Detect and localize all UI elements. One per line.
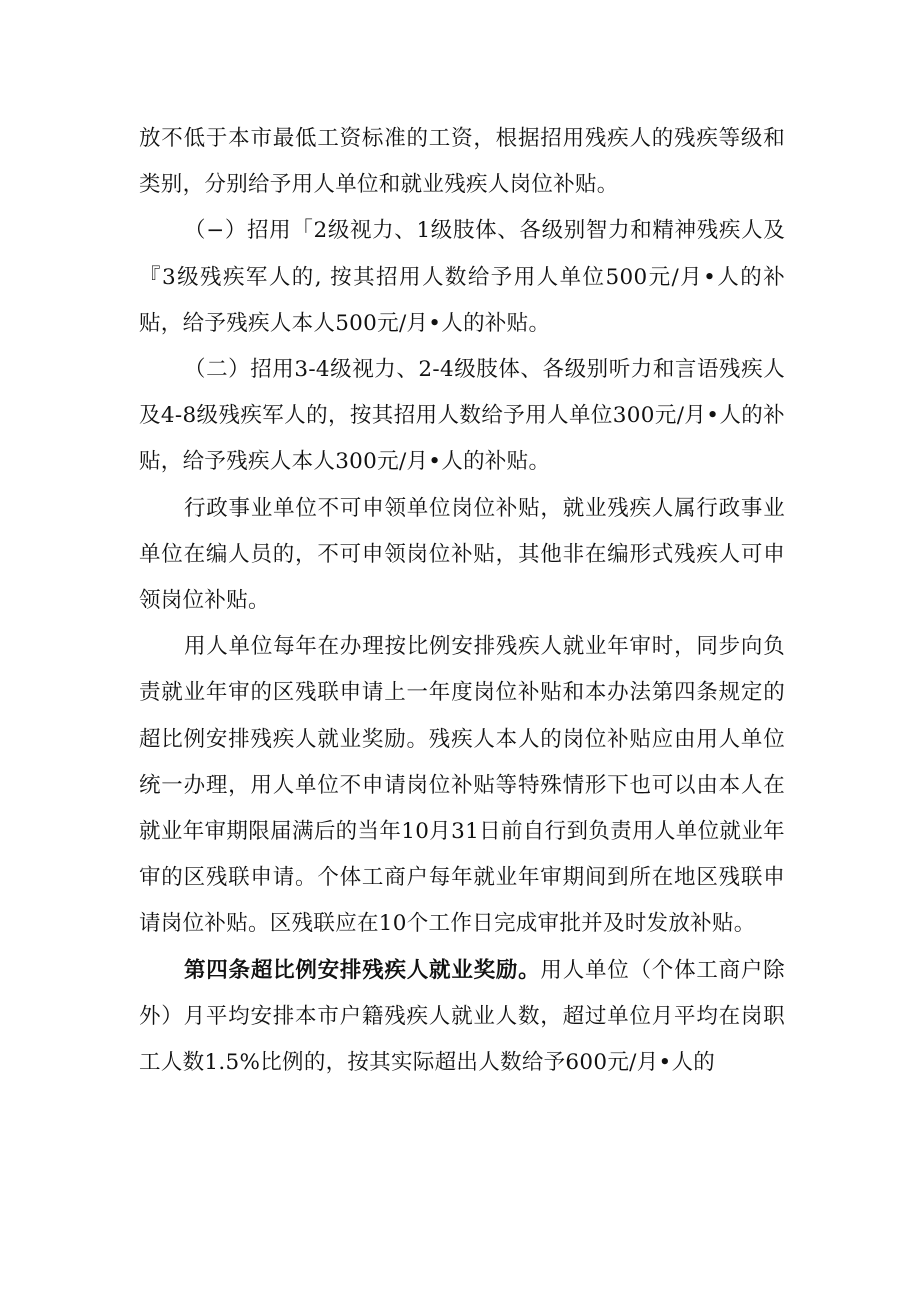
document-body [139,116,785,1086]
paragraph-article-four [139,948,785,1087]
paragraph-admin-units-note: 行政事业单位不可申领单位岗位补贴，就业残疾人属行政事业单位在编人员的，不可申领岗位补贴，其他非在编形式残疾人可申领岗位补贴。 [139,495,785,614]
paragraph-item-one: （−）招用「2级视力、1级肢体、各级别智力和精神残疾人及『3级残疾军人的, 按其招用人数给予用人单位500元/月•人的补贴，给予残疾人本人500元/月•人的补贴。 [139,218,785,336]
article-four-heading: 第四条超比例安排残疾人就业奖励。 [184,957,541,983]
article-four-text: 用人单位（个体工商户除外）月平均安排本市户籍残疾人就业人数，超过单位月平均在岗职工人数1.5%比例的，按其实际超出人数给予600元/月•人的 [139,957,785,1076]
paragraph-item-two: （二）招用3-4级视力、2-4级肢体、各级别听力和言语残疾人及4-8级残疾军人的，按其招用人数给予用人单位300元/月•人的补贴，给予残疾人本人300元/月•人的补贴。 [139,357,785,475]
paragraph-intro-continuation: 放不低于本市最低工资标准的工资，根据招用残疾人的残疾等级和类别，分别给予用人单位和就业残疾人岗位补贴。 [139,126,785,198]
paragraph-application-procedure: 用人单位每年在办理按比例安排残疾人就业年审时，同步向负责就业年审的区残联申请上一年度岗位补贴和本办法第四条规定的超比例安排残疾人就业奖励。残疾人本人的岗位补贴应由用人单位统一办理，用人单位不申请岗位补贴等特殊情形下也可以由本人在就业年审期限届满后的当年10月31日前自行到负责用人单位就业年审的区残联申请。个体工商户每年就业年审期间到所在地区残联申请岗位补贴。区残联应在10个工作日完成审批并及时发放补贴。 [139,634,785,937]
